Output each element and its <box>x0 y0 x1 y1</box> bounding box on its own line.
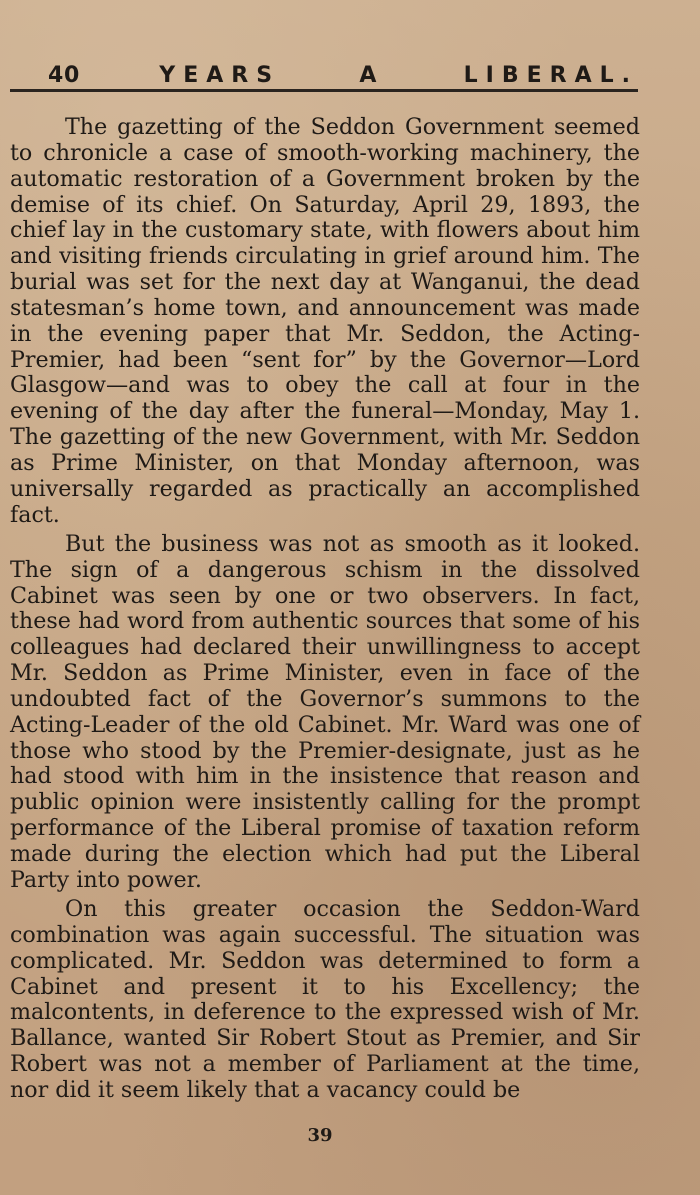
header-title-word-a: A <box>359 63 385 88</box>
header-title-word-liberal: LIBERAL. <box>463 63 638 88</box>
header-page-number: 40 <box>48 63 81 88</box>
page-folio: 39 <box>307 1125 333 1146</box>
paragraph-1: The gazetting of the Seddon Government seemed to chronicle a case of smooth-working machinery, the automatic restoration of a Government broken by the demise of its chief. On Saturday, April 29, 1893, the chief lay in the customary state, with flowers about him and visiting friends circulating in grief around him. The burial was set for the next day at Wanganui, the dead statesman’s home town, and announcement was made in the evening paper that Mr. Seddon, the Acting-Premier, had been “sent for” by the Governor—Lord Glasgow—and was to obey the call at four in the evening of the day after the funeral—Monday, May 1. The gazetting of the new Government, with Mr. Seddon as Prime Minister, on that Monday afternoon, was universally regarded as practically an accomplished fact. <box>10 114 640 528</box>
paragraph-2: But the business was not as smooth as it looked. The sign of a dangerous schism in the dissolved Cabinet was seen by one or two observers. In fact, these had word from authentic sources that some of his colleagues had declared their unwillingness to accept Mr. Seddon as Prime Minister, even in face of the undoubted fact of the Governor’s summons to the Acting-Leader of the old Cabinet. Mr. Ward was one of those who stood by the Premier-designate, just as he had stood with him in the insistence that reason and public opinion were insistently calling for the prompt performance of the Liberal promise of taxation reform made during the election which had put the Liberal Party into power. <box>10 530 640 893</box>
paragraph-3: On this greater occasion the Seddon-Ward combination was again successful. The situation was complicated. Mr. Seddon was determined to form a Cabinet and present it to his Excellency; the malcontents, in deference to the expressed wish of Mr. Ballance, wanted Sir Robert Stout as Premier, and Sir Robert was not a member of Parliament at the time, nor did it seem likely that a vacancy could be <box>10 895 640 1103</box>
body-text <box>10 115 640 1107</box>
running-header <box>48 50 638 88</box>
header-title-word-years: YEARS <box>159 63 281 88</box>
header-rule <box>10 89 638 92</box>
